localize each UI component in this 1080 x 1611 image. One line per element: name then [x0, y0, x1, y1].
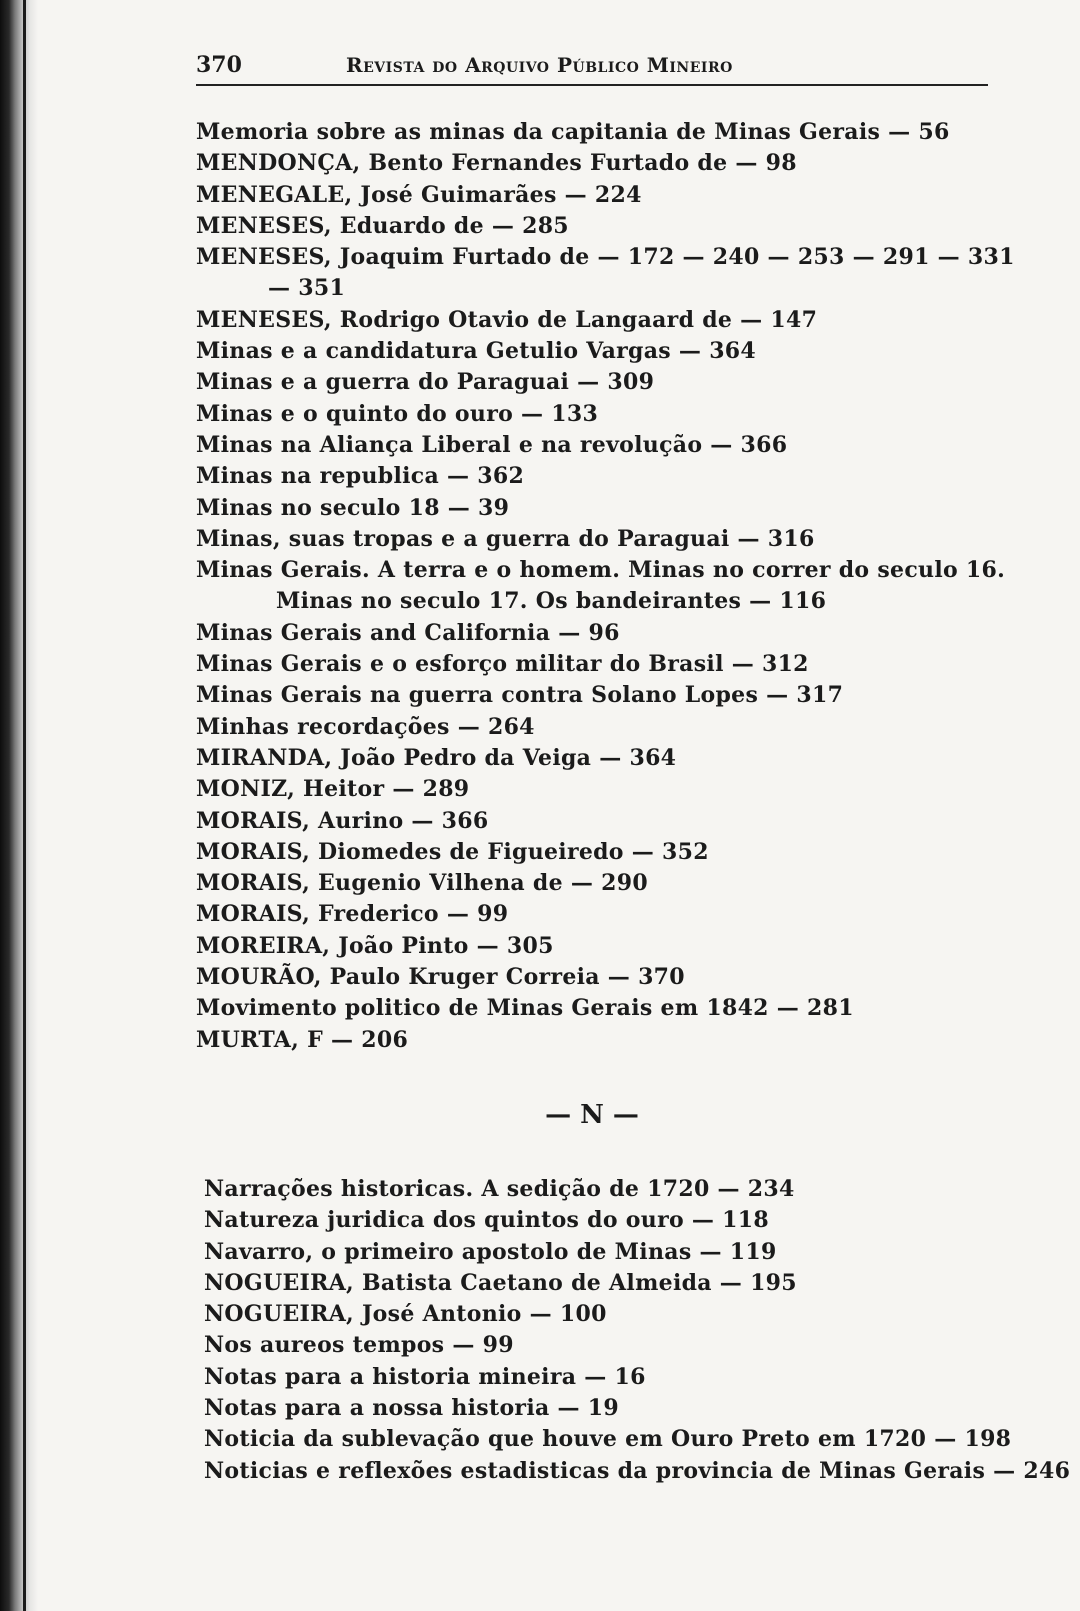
- index-entry: [204, 1424, 1012, 1455]
- index-entry-text: Notas para a nossa historia — 19: [204, 1394, 619, 1421]
- index-entry-text: Notas para a historia mineira — 16: [204, 1363, 646, 1390]
- index-entry: [196, 899, 992, 930]
- index-entry: [204, 1330, 992, 1361]
- index-entry-text: Nos aureos tempos — 99: [204, 1332, 514, 1359]
- index-page: [196, 52, 1071, 1487]
- index-entry-text: Minas, suas tropas e a guerra do Paraguai — 316: [196, 525, 815, 552]
- index-entry-text: MOREIRA, João Pinto — 305: [196, 932, 554, 959]
- index-entry: [196, 493, 992, 524]
- index-entry-text: MENESES, Rodrigo Otavio de Langaard de — 147: [196, 306, 818, 333]
- index-entry: [196, 148, 992, 179]
- index-entry: [196, 524, 992, 555]
- index-entry: [196, 555, 1006, 618]
- index-entry-text: MONIZ, Heitor — 289: [196, 776, 470, 803]
- index-entry-text: Narrações historicas. A sedição de 1720 — 234: [204, 1175, 795, 1202]
- index-entry: [196, 680, 992, 711]
- index-entry: [196, 336, 992, 367]
- index-entry: [196, 461, 992, 492]
- index-entry-text: Minas no seculo 18 — 39: [196, 494, 510, 521]
- index-entry: [204, 1299, 992, 1330]
- index-entry: [204, 1362, 992, 1393]
- index-entry-text: Navarro, o primeiro apostolo de Minas — 119: [204, 1238, 777, 1265]
- index-entry-text: MURTA, F — 206: [196, 1026, 409, 1053]
- index-entry-text: Natureza juridica dos quintos do ouro — 118: [204, 1207, 769, 1234]
- index-entry-text: Minhas recordações — 264: [196, 713, 535, 740]
- index-entry: [196, 868, 992, 899]
- index-entry-text: Minas e a candidatura Getulio Vargas — 364: [196, 338, 757, 365]
- index-entry: [196, 180, 992, 211]
- index-entry-text: Noticia da sublevação que houve em Ouro Preto em 1720 — 198: [204, 1426, 1012, 1453]
- index-entry: [196, 430, 992, 461]
- book-gutter: [0, 0, 38, 1611]
- index-entry-text: Movimento politico de Minas Gerais em 1842 — 281: [196, 995, 854, 1022]
- index-entry: [196, 242, 1015, 305]
- index-entry-text: Minas na republica — 362: [196, 463, 525, 490]
- index-entry-text: MORAIS, Eugenio Vilhena de — 290: [196, 870, 648, 897]
- index-entry-text: Minas e a guerra do Paraguai — 309: [196, 369, 655, 396]
- index-entry-text: Memoria sobre as minas da capitania de Minas Gerais — 56: [196, 119, 950, 145]
- section-heading-n: — N —: [545, 1099, 639, 1130]
- gutter-edge: [23, 0, 26, 1611]
- index-entry-text: MENEGALE, José Guimarães — 224: [196, 181, 642, 208]
- index-entry-text: MORAIS, Aurino — 366: [196, 807, 489, 834]
- index-entry: [196, 211, 992, 242]
- index-entry: [204, 1237, 992, 1268]
- index-entry: [196, 1025, 992, 1056]
- index-entry: [204, 1205, 992, 1236]
- index-entry-text: Minas Gerais e o esforço militar do Brasil — 312: [196, 651, 809, 678]
- index-entry-text: Minas e o quinto do ouro — 133: [196, 400, 599, 427]
- index-entry: [196, 712, 992, 743]
- index-entry: [196, 806, 992, 837]
- index-entry: [196, 993, 992, 1024]
- index-entry-continuation: Minas no seculo 17. Os bandeirantes — 116: [276, 588, 827, 615]
- index-entry: [196, 774, 992, 805]
- index-entry-text: MORAIS, Diomedes de Figueiredo — 352: [196, 838, 709, 865]
- index-entry: [196, 649, 992, 680]
- index-entry: [196, 931, 992, 962]
- index-entry: [196, 743, 992, 774]
- index-entry: [196, 837, 992, 868]
- index-entry-text: Noticias e reflexões estadisticas da provincia de Minas Gerais — 246: [204, 1457, 1071, 1484]
- index-entry: [196, 367, 992, 398]
- index-list-m: [196, 117, 1015, 1056]
- index-entry-text: NOGUEIRA, José Antonio — 100: [204, 1301, 607, 1328]
- index-entry-text: MORAIS, Frederico — 99: [196, 901, 509, 928]
- index-entry: [204, 1174, 992, 1205]
- index-entry-text: NOGUEIRA, Batista Caetano de Almeida — 195: [204, 1269, 797, 1296]
- index-entry-text: MENESES, Eduardo de — 285: [196, 212, 569, 239]
- index-entry-text: MOURÃO, Paulo Kruger Correia — 370: [196, 964, 685, 991]
- index-entry-text: MIRANDA, João Pedro da Veiga — 364: [196, 744, 677, 771]
- index-entry: [196, 618, 992, 649]
- running-title: Revista do Arquivo Público Mineiro: [346, 53, 733, 77]
- index-entry: [196, 117, 992, 148]
- index-entry-text: Minas na Aliança Liberal e na revolução — 366: [196, 431, 788, 458]
- index-entry-text: MENESES, Joaquim Furtado de — 172 — 240 — 253 — 291 — 331: [196, 244, 1015, 271]
- index-entry-text: Minas Gerais na guerra contra Solano Lopes — 317: [196, 682, 844, 709]
- page-header: [196, 52, 988, 86]
- index-entry: [196, 962, 992, 993]
- index-entry: [204, 1393, 992, 1424]
- index-entry-text: MENDONÇA, Bento Fernandes Furtado de — 98: [196, 150, 797, 177]
- index-entry-continuation: — 351: [268, 275, 346, 302]
- index-entry-text: Minas Gerais. A terra e o homem. Minas no correr do seculo 16.: [196, 557, 1006, 584]
- index-entry-text: Minas Gerais and California — 96: [196, 619, 620, 646]
- index-entry: [204, 1268, 992, 1299]
- index-entry: [196, 399, 992, 430]
- index-entry: [204, 1456, 1071, 1487]
- index-entry: [196, 305, 992, 336]
- index-list-n: [204, 1174, 1071, 1487]
- page-number: 370: [196, 52, 242, 78]
